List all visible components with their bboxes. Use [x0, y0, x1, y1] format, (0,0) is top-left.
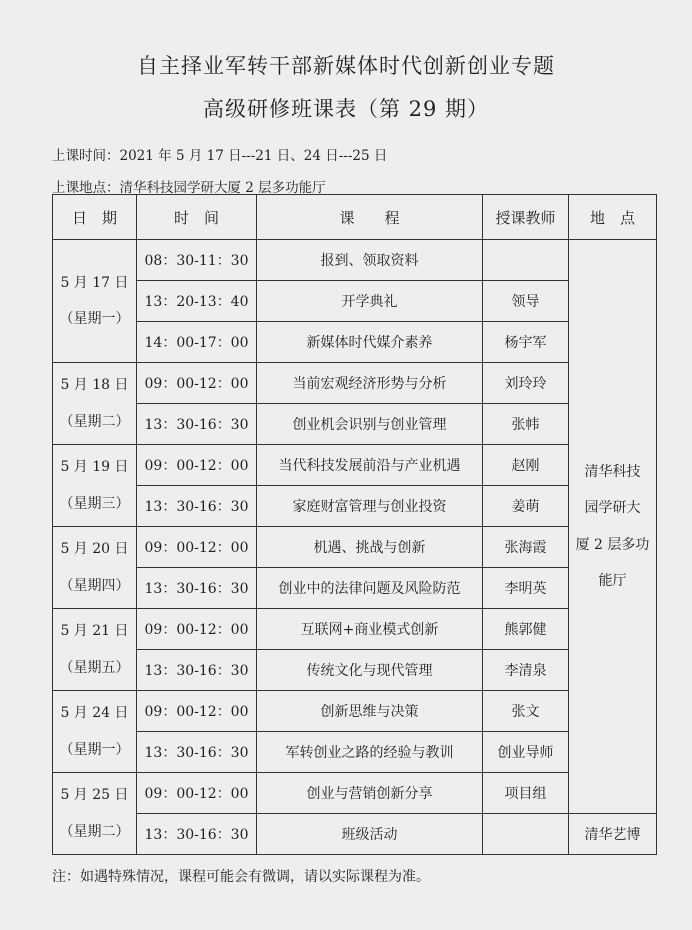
- date-cell: [53, 691, 137, 773]
- session-course: 机遇、挑战与创新: [257, 527, 483, 568]
- session-teacher: 张文: [483, 691, 569, 732]
- location-line: 能厅: [598, 572, 627, 589]
- session-time: 13：30-16：30: [137, 568, 257, 609]
- weekday: （星期三）: [59, 495, 130, 512]
- table-row: [53, 486, 657, 527]
- date-cell: [53, 445, 137, 527]
- class-location: 上课地点：清华科技园学研大厦 2 层多功能厅: [52, 180, 326, 196]
- session-time: 09：00-12：00: [137, 609, 257, 650]
- date: 5 月 20 日: [60, 541, 129, 558]
- date: 5 月 25 日: [60, 787, 129, 804]
- table-row: [53, 691, 657, 732]
- table-row: [53, 732, 657, 773]
- table-row: [53, 650, 657, 691]
- class-time: 上课时间：2021 年 5 月 17 日---21 日、24 日---25 日: [52, 148, 388, 164]
- date-cell: [53, 773, 137, 855]
- session-time: 13：30-16：30: [137, 732, 257, 773]
- session-time: 09：00-12：00: [137, 363, 257, 404]
- date: 5 月 24 日: [60, 705, 129, 722]
- weekday: （星期五）: [59, 659, 130, 676]
- location-line: 清华科技: [584, 463, 641, 480]
- session-time: 09：00-12：00: [137, 691, 257, 732]
- session-course: 创业中的法律问题及风险防范: [257, 568, 483, 609]
- session-time: 09：00-12：00: [137, 527, 257, 568]
- weekday: （星期四）: [59, 577, 130, 594]
- session-teacher: 创业导师: [483, 732, 569, 773]
- session-course: 互联网+商业模式创新: [257, 609, 483, 650]
- session-teacher: 刘玲玲: [483, 363, 569, 404]
- title-line-1: 自主择业军转干部新媒体时代创新创业专题: [137, 54, 555, 78]
- session-teacher: 赵刚: [483, 445, 569, 486]
- session-teacher: 姜萌: [483, 486, 569, 527]
- table-row: [53, 404, 657, 445]
- session-time: 13：30-16：30: [137, 650, 257, 691]
- session-course: 当代科技发展前沿与产业机遇: [257, 445, 483, 486]
- table-row: [53, 281, 657, 322]
- date-cell: [53, 527, 137, 609]
- schedule-table: [52, 194, 657, 855]
- table-row: [53, 568, 657, 609]
- header-course: 课 程: [257, 195, 483, 240]
- table-row: [53, 609, 657, 650]
- location-main: [569, 240, 657, 814]
- session-teacher: 领导: [483, 281, 569, 322]
- table-row: [53, 322, 657, 363]
- session-time: 13：30-16：30: [137, 814, 257, 855]
- location-line: 厦 2 层多功: [575, 536, 650, 553]
- session-course: 创业机会识别与创业管理: [257, 404, 483, 445]
- session-time: 09：00-12：00: [137, 773, 257, 814]
- session-course: 军转创业之路的经验与教训: [257, 732, 483, 773]
- date-cell: [53, 363, 137, 445]
- date-cell: [53, 609, 137, 691]
- date: 5 月 17 日: [60, 274, 129, 291]
- session-time: 14：00-17：00: [137, 322, 257, 363]
- date: 5 月 21 日: [60, 623, 129, 640]
- session-course: 家庭财富管理与创业投资: [257, 486, 483, 527]
- table-row: [53, 527, 657, 568]
- session-teacher: 项目组: [483, 773, 569, 814]
- session-course: 创新思维与决策: [257, 691, 483, 732]
- session-time: 13：30-16：30: [137, 486, 257, 527]
- footnote: 注：如遇特殊情况，课程可能会有微调，请以实际课程为准。: [52, 869, 430, 885]
- table-row: [53, 240, 657, 281]
- session-teacher: [483, 240, 569, 281]
- session-teacher: [483, 814, 569, 855]
- session-teacher: 张海霞: [483, 527, 569, 568]
- weekday: （星期二）: [59, 413, 130, 430]
- session-course: 创业与营销创新分享: [257, 773, 483, 814]
- weekday: （星期二）: [59, 823, 130, 840]
- table-header-row: [53, 195, 657, 240]
- date: 5 月 18 日: [60, 377, 129, 394]
- session-teacher: 张帏: [483, 404, 569, 445]
- weekday: （星期一）: [59, 311, 130, 327]
- session-course: 传统文化与现代管理: [257, 650, 483, 691]
- header-date: 日 期: [53, 195, 137, 240]
- session-time: 09：00-12：00: [137, 445, 257, 486]
- session-course: 开学典礼: [257, 281, 483, 322]
- session-teacher: 熊郭健: [483, 609, 569, 650]
- session-teacher: 李清泉: [483, 650, 569, 691]
- session-time: 13：20-13：40: [137, 281, 257, 322]
- session-course: 报到、领取资料: [257, 240, 483, 281]
- session-teacher: 李明英: [483, 568, 569, 609]
- session-course: 当前宏观经济形势与分析: [257, 363, 483, 404]
- session-course: 新媒体时代媒介素养: [257, 322, 483, 363]
- table-row: [53, 773, 657, 814]
- table-row: [53, 363, 657, 404]
- title-line-2: 高级研修班课表（第 29 期）: [202, 97, 490, 121]
- location-last: 清华艺博: [569, 814, 657, 855]
- weekday: （星期一）: [59, 741, 130, 758]
- header-time: 时 间: [137, 195, 257, 240]
- header-teacher: 授课教师: [483, 195, 569, 240]
- table-row: [53, 445, 657, 486]
- table-row: [53, 814, 657, 855]
- session-time: 08：30-11：30: [137, 240, 257, 281]
- date-cell: [53, 240, 137, 363]
- session-time: 13：30-16：30: [137, 404, 257, 445]
- session-course: 班级活动: [257, 814, 483, 855]
- session-teacher: 杨宇军: [483, 322, 569, 363]
- header-location: 地 点: [569, 195, 657, 240]
- location-line: 园学研大: [584, 500, 641, 517]
- date: 5 月 19 日: [60, 459, 129, 476]
